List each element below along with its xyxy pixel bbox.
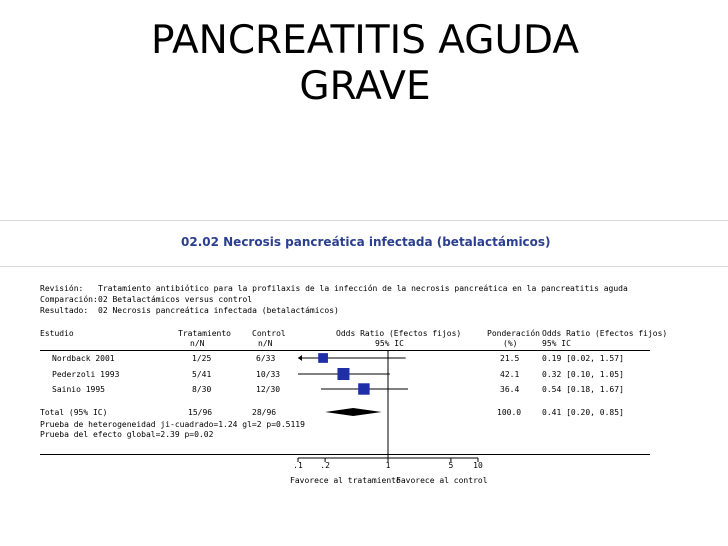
meta-value-comparison: 02 Betalactámicos versus control [98, 295, 253, 304]
total-weight: 100.0 [497, 408, 522, 417]
favours-right-label: Favorece al control [396, 476, 488, 485]
footnote-heterogeneity: Prueba de heterogeneidad ji-cuadrado=1.24 gl=2 p=0.5119 [40, 420, 305, 429]
header-treatment-sub: n/N [190, 339, 205, 348]
x-tick-label: 5 [448, 461, 454, 470]
favours-left-label: Favorece al tratamiento [290, 476, 401, 485]
study-point-marker [318, 353, 328, 363]
study-name: Pederzoli 1993 [52, 370, 120, 379]
study-ci-label: 0.54 [0.18, 1.67] [542, 385, 624, 394]
study-control: 6/33 [256, 354, 276, 363]
x-tick-label: .2 [320, 461, 330, 470]
total-treatment: 15/96 [188, 408, 213, 417]
total-diamond [325, 408, 382, 416]
footnote-overall-effect: Prueba del efecto global=2.39 p=0.02 [40, 430, 214, 439]
study-point-marker [358, 383, 369, 394]
study-ci-arrow [298, 355, 302, 361]
total-name: Total (95% IC) [40, 408, 108, 417]
header-weight: Ponderación [487, 329, 540, 338]
slide-title-line-1: PANCREATITIS AGUDA [150, 18, 580, 63]
x-tick-label: 1 [385, 461, 391, 470]
total-control: 28/96 [252, 408, 277, 417]
study-point-marker [337, 368, 349, 380]
header-control-sub: n/N [258, 339, 273, 348]
header-study: Estudio [40, 329, 74, 338]
study-weight: 21.5 [500, 354, 520, 363]
study-weight: 42.1 [500, 370, 520, 379]
header-control: Control [252, 329, 286, 338]
meta-label-comparison: Comparación: [40, 295, 98, 304]
study-weight: 36.4 [500, 385, 520, 394]
x-tick-label: 10 [473, 461, 483, 470]
chart-title: 02.02 Necrosis pancreática infectada (betalactámicos) [181, 235, 551, 249]
study-treatment: 1/25 [192, 354, 212, 363]
meta-label-review: Revisión: [40, 284, 84, 293]
study-treatment: 8/30 [192, 385, 212, 394]
header-treatment: Tratamiento [178, 329, 231, 338]
header-plot-sub: 95% IC [375, 339, 404, 348]
study-control: 12/30 [256, 385, 281, 394]
study-ci-label: 0.32 [0.10, 1.05] [542, 370, 624, 379]
header-weight-sub: (%) [503, 339, 518, 348]
study-control: 10/33 [256, 370, 281, 379]
total-ci-label: 0.41 [0.20, 0.85] [542, 408, 624, 417]
slide-title-line-2: GRAVE [299, 64, 431, 109]
x-tick-label: .1 [293, 461, 303, 470]
meta-label-outcome: Resultado: [40, 306, 89, 315]
study-treatment: 5/41 [192, 370, 212, 379]
header-plot: Odds Ratio (Efectos fijos) [336, 329, 462, 338]
header-result: Odds Ratio (Efectos fijos) [542, 329, 668, 338]
meta-value-review: Tratamiento antibiótico para la profilaxis de la infección de la necrosis pancreática en la pancreatitis aguda [98, 284, 628, 293]
header-result-sub: 95% IC [542, 339, 571, 348]
study-name: Nordback 2001 [52, 354, 115, 363]
meta-value-outcome: 02 Necrosis pancreática infectada (betalactámicos) [98, 306, 339, 315]
study-ci-label: 0.19 [0.02, 1.57] [542, 354, 624, 363]
study-name: Sainio 1995 [52, 385, 105, 394]
